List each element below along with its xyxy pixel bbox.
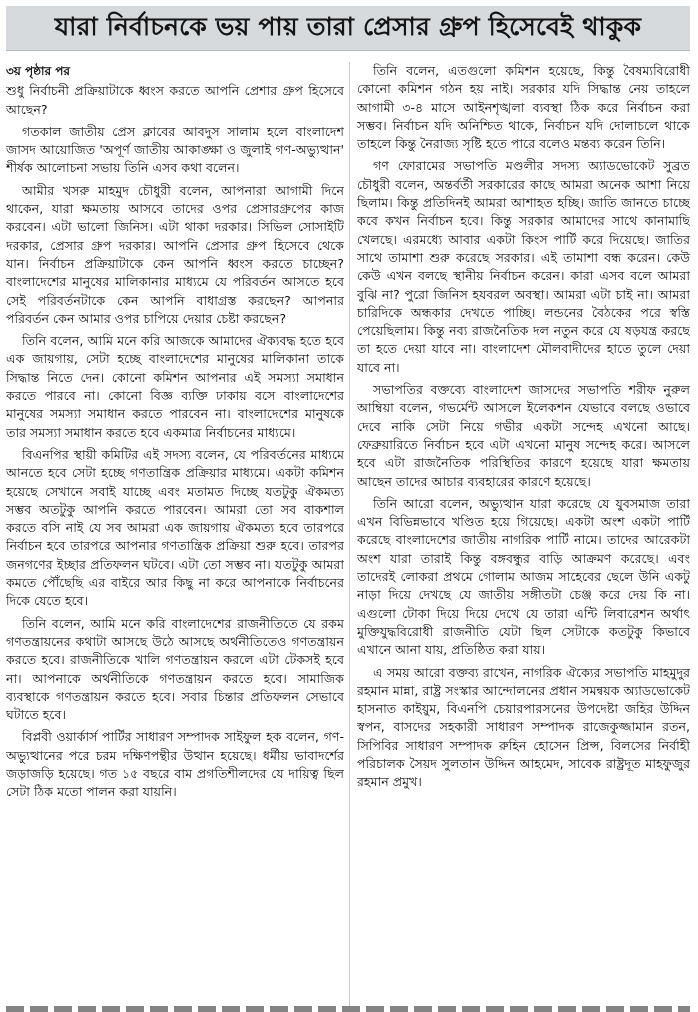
paragraph: বিএনপির স্থায়ী কমিটির এই সদস্য বলেন, যে পরিবর্তনের মাধ্যমে আনতে হবে সেটা হচ্ছে গণতান্ত্রিক প্রক্রিয়ার মাধ্যমে। একটা কমিশন হয়েছে সেখানে সবাই যাচ্ছে এবং মতামত দিচ্ছে যতটুকু ঐকমত্য সম্ভব অতটুকু আপনি করতে পারবেন। আমরা তো সব বাকশাল করতে বসি নাই যে সব আমরা এক জায়গায় ঐকমত্য হবে তারপরে নির্বাচন হবে তারপরে আপনার গণতান্ত্রিক প্রক্রিয়া শুরু হবে। তারপর জনগণের ইচ্ছার প্রতিফলন ঘটবে। এটা তো সম্ভব না। যতটুকু আমরা কমতে পৌঁছেছি এর বাইরে আর কিছু না করে আপনাকে নির্বাচনের দিকে যেতে হবে। bbox=[6, 446, 344, 609]
continuation-label: ৩য় পৃষ্ঠার পর bbox=[6, 64, 71, 78]
headline-banner bbox=[6, 6, 690, 51]
article-column-left bbox=[6, 62, 344, 1012]
paragraph: শুধু নির্বাচনী প্রক্রিয়াটাকে ধ্বংস করতে আপনি প্রেশার গ্রুপ হিসেবে আছেন? bbox=[6, 83, 344, 117]
paragraph: সভাপতির বক্তব্যে বাংলাদেশ জাসদের সভাপতি শরীফ নুরুল আম্বিয়া বলেন, গভর্মেন্ট আসলে ইলেকশন যেভাবে বলছে ওভাবে দেবে নাকি সেটা নিয়ে গভীর একটা সন্দেহ এখনো আছে। ফেব্রুয়ারিতে নির্বাচন হবে এটা এখনো মানুষ সন্দেহ করে। আসলে হবে এটা রাজনৈতিক পরিস্থিতির কারণে হয়েছে যারা ক্ষমতায় আছেন তাদের আচার ব্যবহারের কারণে হয়েছে। bbox=[357, 382, 690, 489]
paragraph: এ সময় আরো বক্তব্য রাখেন, নাগরিক ঐক্যের সভাপতি মাহমুদুর রহমান মান্না, রাষ্ট্র সংস্কার আন্দোলনের প্রধান সমন্বয়ক অ্যাডভোকেট হাসনাত কাইয়ুম, বিএনপি চেয়ারপারসনের উপদেষ্টা জহির উদ্দিন স্বপন, বাসদের সহকারী সাধারণ সম্পাদক রাজেকুজ্জামান রতন, সিপিবির সাধারণ সম্পাদক রুহিন হোসেন প্রিন্স, বিলসের নির্বাহী পরিচালক সৈয়দ সুলতান উদ্দিন আহমেদ, সাবেক রাষ্ট্রদূত মাহফুজুর রহমান প্রমুখ। bbox=[357, 664, 690, 790]
cutoff-text-line bbox=[6, 1006, 690, 1012]
paragraph: তিনি বলেন, আমি মনে করি বাংলাদেশের রাজনীতিতে যে রকম গণতন্ত্রায়নের কথাটা আসছে উঠে আসছে অর্থনীতিতেও গণতন্ত্রায়ন করতে হবে। রাজনীতিকে খালি গণতন্ত্রায়ন করলে এটা টেকসই হবে না। আপনাকে অর্থনীতিকে গণতন্ত্রায়ন করতে হবে। সামাজিক ব্যবস্থাকে গণতন্ত্রায়ন করতে হবে। সবার চিন্তার প্রতিফলন সেভাবে ঘটাতে হবে। bbox=[6, 615, 344, 723]
paragraph: বিপ্লবী ওয়ার্কার্স পার্টির সাধারণ সম্পাদক সাইফুল হক বলেন, গণ-অভ্যুত্থানের পরে চরম দক্ষিণপন্থীর উত্থান হয়েছে। ধর্মীয় ভাবাদর্শের জড়াজড়ি হয়েছে। গত ১৫ বছরে বাম প্রগতিশীলদের যে দায়িত্ব ছিল সেটা ঠিক মতো পালন করা যায়নি। bbox=[6, 729, 344, 800]
paragraph: তিনি আরো বলেন, অভ্যুত্থান যারা করেছে যে যুবসমাজ তারা এখন বিভিন্নভাবে খণ্ডিত হয়ে গিয়েছে। একটা অংশ একটা পার্টি করেছে বাংলাদেশের জাতীয় নাগরিক পার্টি নামে। তাদের আরেকটা অংশ যারা তারাই কিন্তু বঙ্গবন্ধুর বাড়ি আক্রমণ করেছে। এবং তাদেরই লোকরা প্রথমে গোলাম আজম সাহেবের ছেলে উনি একটু নাড়া দিয়ে দেখছে যে জাতীয় সঙ্গীতটা চেঞ্জ করে দেয় কি না। এগুলো টোকা দিয়ে দিয়ে দেখে যে তারা এন্টি লিবারেশন অর্থাৎ মুক্তিযুদ্ধবিরোধী রাজনীতি যেটা ছিল সেটাকে কতটুকু কিভাবে এখানে আনা যায়, প্রতিষ্ঠিত করা যায়। bbox=[357, 495, 690, 658]
paragraph: তিনি বলেন, আমি মনে করি আজকে আমাদের ঐক্যবদ্ধ হতে হবে এক জায়গায়, সেটা হচ্ছে বাংলাদেশের মানুষের মালিকানা তাকে সিদ্ধান্ত নিতে দেন। কোনো কমিশন আপনার এই সমস্যা সমাধান করতে পারবে না। কোনো বিজ্ঞ ব্যক্তি ঢাকায় বসে বাংলাদেশের মানুষের সমস্যা সমাধান করতে পারবেন না। বাংলাদেশের মানুষকে তার সমস্যা সমাধান করতে হবে একমাত্র নির্বাচনের মাধ্যমে। bbox=[6, 333, 344, 440]
paragraph: গণ ফোরামের সভাপতি মণ্ডলীর সদস্য অ্যাডভোকেট সুব্রত চৌধুরী বলেন, অন্তর্বর্তী সরকারের কাছে আমরা অনেক আশা নিয়ে ছিলাম। কিন্তু প্রতিদিনই আমরা আশাহত হচ্ছি। জাতি জানতে চাচ্ছে কবে কখন নির্বাচন হবে। কিন্তু সরকার আমাদের সাথে কানামাছি খেলছে। এরমধ্যে আবার একটা কিংস পার্টি করে দিয়েছে। জাতির সাথে তামাশা শুরু করেছে সরকার। এই তামাশা বন্ধ করেন। কেউ কেউ এখন বলছে স্থানীয় নির্বাচন করেন। কারা এসব বলে আমরা বুঝি না? পুরো জিনিস হযবরল অবস্থা। আমরা এটা চাই না। আমরা চারিদিকে অন্ধকার দেখতে পাচ্ছি। লন্ডনের বৈঠকের পরে স্বস্তি পেয়েছিলাম। কিন্তু নব্য রাজনৈতিক দল নতুন করে যে ষড়যন্ত্র করছে তা হতে দেয়া যাবে না। বাংলাদেশ মৌলবাদীদের হাতে তুলে দেয়া যাবে না। bbox=[357, 158, 690, 375]
paragraph: আমীর খসরু মাহমুদ চৌধুরী বলেন, আপনারা আগামী দিনে থাকেন, যারা ক্ষমতায় আসবে তাদের ওপর প্রেসারগ্রুপের কাজ করবেন। এটা ভালো জিনিস। এটা থাকা দরকার। সিভিল সোসাইটি দরকার, প্রেসার গ্রুপ দরকার। আপনি প্রেসার গ্রুপ হিসেবে থেকে যান। নির্বাচন প্রক্রিয়াটাকে কেন আপনি ধ্বংস করতে চাচ্ছেন? বাংলাদেশের মানুষের মালিকানার মাধ্যমে যে পরিবর্তন আসতে হবে সেই পরিবর্তনটাকে কেন আপনি বাধাগ্রস্ত করছেন? আপনার পরিবর্তন কেন আমার ওপর চাপিয়ে দেয়ার চেষ্টা করছেন? bbox=[6, 182, 344, 326]
article-column-right bbox=[357, 62, 690, 1012]
headline: যারা নির্বাচনকে ভয় পায় তারা প্রেসার গ্রুপ হিসেবেই থাকুক bbox=[54, 11, 642, 41]
paragraph: তিনি বলেন, এতগুলো কমিশন হয়েছে, কিন্তু বৈষম্যবিরোধী কোনো কমিশন গঠন হয় নাই। সরকার যদি সিদ্ধান্ত নেয় তাহলে আগামী ৩-৪ মাসে আইনশৃঙ্খলা ব্যবস্থা ঠিক করে নির্বাচন করা সম্ভব। নির্বাচন যদি অনিশ্চিত থাকে, নির্বাচন যদি দোলাচলে থাকে তাহলে কিন্তু নৈরাজ্য সৃষ্টি হতে পারে বলেও মন্তব্য করেন তিনি। bbox=[357, 63, 690, 152]
paragraph: গতকাল জাতীয় প্রেস ক্লাবের আবদুস সালাম হলে বাংলাদেশ জাসদ আয়োজিত 'অপূর্ণ জাতীয় আকাঙ্ক্ষা ও জুলাই গণ-অভ্যুত্থান' শীর্ষক আলোচনা সভায় তিনি এসব কথা বলেন। bbox=[6, 123, 344, 176]
column-divider bbox=[349, 62, 350, 1007]
